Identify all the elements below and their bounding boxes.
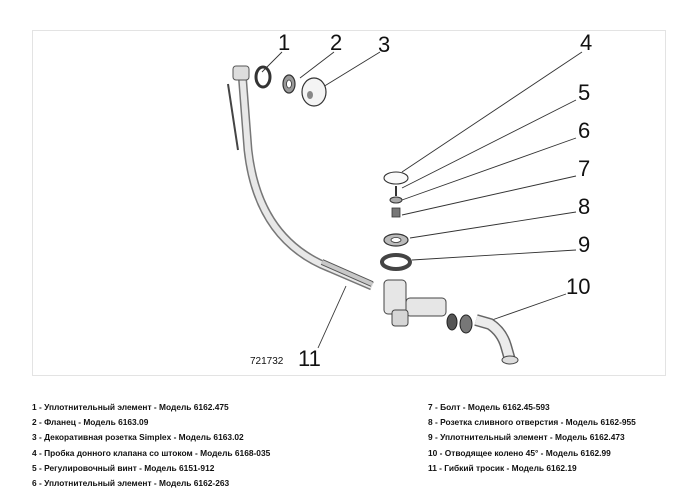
legend-item: 3 - Декоративная розетка Simplex - Модель 6163.02 — [32, 432, 244, 443]
legend-item: 8 - Розетка сливного отверстия - Модель 6162-955 — [428, 417, 636, 428]
legend-item: 10 - Отводящее колено 45° - Модель 6162.99 — [428, 447, 611, 458]
part-9-seal — [382, 255, 410, 269]
part-8-drain-rosette — [384, 234, 408, 246]
legend-item: 6 - Уплотнительный элемент - Модель 6162-263 — [32, 477, 230, 488]
catalog-code: 721732 — [250, 356, 284, 367]
part-3-cover — [302, 78, 326, 106]
legend-item: 7 - Болт - Модель 6162.45-593 — [428, 402, 550, 412]
callout-2: 2 — [330, 30, 343, 55]
part-6-seal — [390, 197, 402, 203]
legend-item: 2 - Фланец - Модель 6163.09 — [32, 417, 149, 428]
part-4-plug — [384, 172, 408, 184]
part-2-flange — [283, 75, 295, 93]
legend-item: 1 - Уплотнительный элемент - Модель 6162.475 — [32, 402, 229, 412]
callout-3: 3 — [378, 32, 391, 57]
callout-1: 1 — [278, 30, 291, 55]
callout-5: 5 — [578, 80, 591, 105]
legend-right-column — [428, 400, 636, 476]
legend-item: 9 - Уплотнительный элемент - Модель 6162.473 — [428, 432, 625, 443]
part-1-seal — [256, 67, 270, 87]
callout-10: 10 — [566, 274, 591, 299]
callout-7: 7 — [578, 156, 591, 181]
legend-item: 4 - Пробка донного клапана со штоком - Модель 6168-035 — [32, 447, 271, 458]
part-10-elbow — [447, 314, 518, 364]
callout-6: 6 — [578, 118, 591, 143]
callout-4: 4 — [580, 30, 593, 55]
callout-9: 9 — [578, 232, 591, 257]
overflow-tube — [228, 66, 372, 286]
legend-left-column — [32, 400, 270, 491]
legend-item: 11 - Гибкий тросик - Модель 6162.19 — [428, 462, 577, 473]
part-7-bolt — [392, 208, 400, 217]
drain-body — [384, 280, 446, 326]
legend-item: 5 - Регулировочный винт - Модель 6151-912 — [32, 462, 215, 473]
callout-11: 11 — [298, 346, 321, 371]
callout-8: 8 — [578, 194, 591, 219]
